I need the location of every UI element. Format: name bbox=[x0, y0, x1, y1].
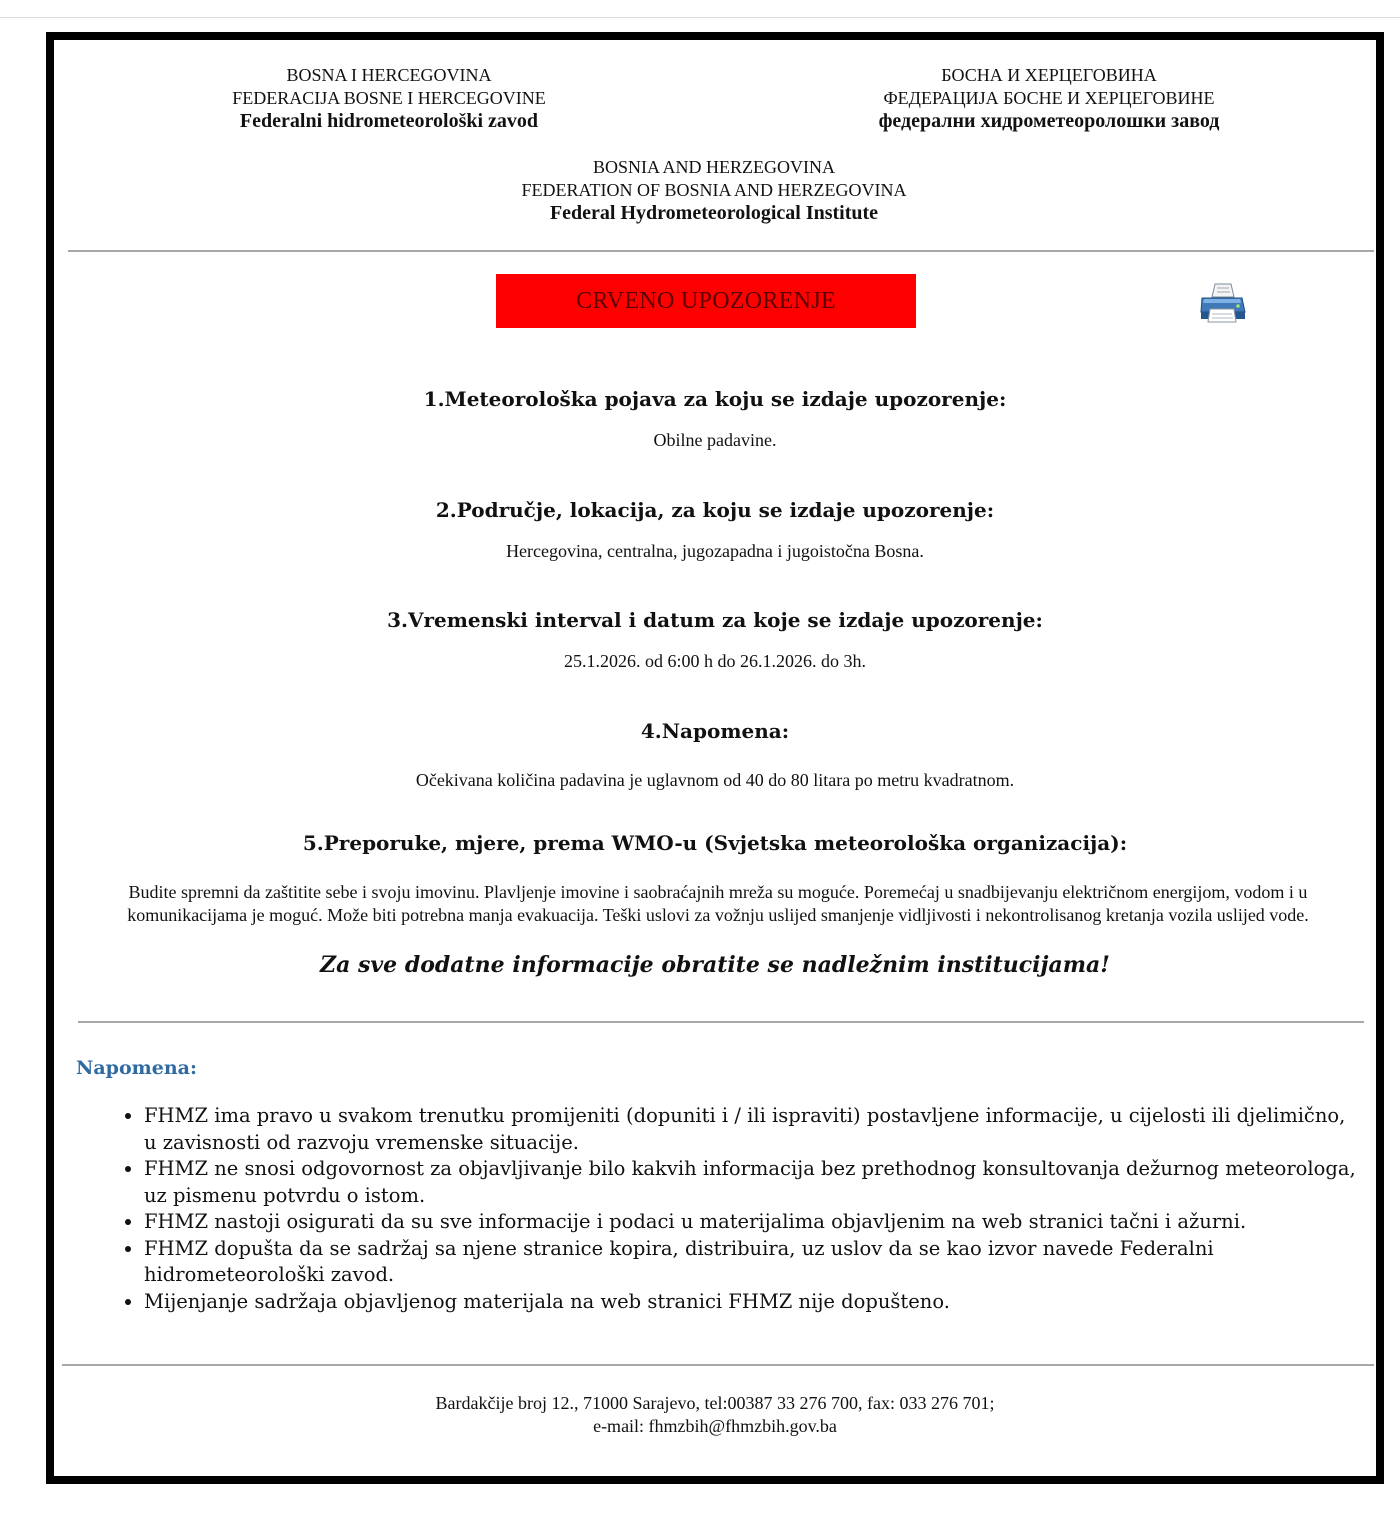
section-1-heading: 1.Meteorološka pojava za koju se izdaje upozorenje: bbox=[423, 387, 1007, 411]
section-3-heading: 3.Vremenski interval i datum za koje se izdaje upozorenje: bbox=[387, 608, 1043, 632]
list-item: • Mijenjanje sadržaja objavljenog materijala na web stranici FHMZ nije dopušteno. bbox=[144, 1289, 1359, 1316]
notes-title: Napomena: bbox=[76, 1057, 197, 1079]
header-divider bbox=[68, 250, 1374, 252]
section-3-text: 25.1.2026. od 6:00 h do 26.1.2026. do 3h. bbox=[563, 651, 866, 671]
header-latin-federation: FEDERACIJA BOSNE I HERCEGOVINE bbox=[232, 88, 546, 108]
header-cyrillic bbox=[794, 64, 1304, 133]
header-cyrillic-federation: ФЕДЕРАЦИЈА БОСНЕ И ХЕРЦЕГОВИНЕ bbox=[883, 88, 1215, 108]
section-5-text: Budite spremni da zaštitite sebe i svoju imovinu. Plavljenje imovine i saobraćajnih mreža su moguće. Poremećaj u snadbijevanju električnom energijom, vodom i u komunikacijama je moguć. Može biti potrebna manja evakuacija. Teški uslovi za vožnju uslijed smanjenje vidljivosti i nekontrolisanog kretanja vozila uslijed vode. bbox=[127, 882, 1309, 925]
warning-document bbox=[46, 32, 1384, 1484]
header-cyrillic-institute: федерални хидрометеоролошки завод bbox=[878, 110, 1220, 132]
footer-divider bbox=[62, 1364, 1374, 1366]
header-latin bbox=[164, 64, 614, 133]
notes-list bbox=[114, 1103, 1359, 1315]
section-4-heading: 4.Napomena: bbox=[640, 719, 790, 743]
section-2-text: Hercegovina, centralna, jugozapadna i jugoistočna Bosna. bbox=[506, 541, 924, 561]
section-1-text: Obilne padavine. bbox=[653, 430, 777, 450]
header-latin-institute: Federalni hidrometeorološki zavod bbox=[239, 110, 539, 132]
page-top-divider bbox=[0, 17, 1400, 18]
list-item: • FHMZ ne snosi odgovornost za objavljivanje bilo kakvih informacija bez prethodnog konsultovanja dežurnog meteorologa, uz pismenu potvrdu o istom. bbox=[144, 1156, 1359, 1209]
red-warning-banner: CRVENO UPOZORENJE bbox=[496, 274, 916, 328]
header-latin-country: BOSNA I HERCEGOVINA bbox=[286, 65, 492, 85]
footer-contact bbox=[54, 1392, 1376, 1438]
list-item: • FHMZ dopušta da se sadržaj sa njene stranice kopira, distribuira, uz uslov da se kao izvor navede Federalni hidrometeorološki zavod. bbox=[144, 1236, 1359, 1289]
header-english-country: BOSNIA AND HERZEGOVINA bbox=[593, 157, 835, 177]
content-divider bbox=[78, 1021, 1364, 1023]
contact-institutions-notice: Za sve dodatne informacije obratite se nadležnim institucijama! bbox=[320, 952, 1110, 978]
footer-address: Bardakčije broj 12., 71000 Sarajevo, tel:00387 33 276 700, fax: 033 276 701; bbox=[435, 1393, 995, 1413]
printer-icon[interactable] bbox=[1198, 282, 1248, 324]
footer-email[interactable]: e-mail: fhmzbih@fhmzbih.gov.ba bbox=[593, 1416, 837, 1436]
list-item: • FHMZ ima pravo u svakom trenutku promijeniti (dopuniti i / ili ispraviti) postavljene informacije, u cijelosti ili djelimično, u zavisnosti od razvoju vremenske situacije. bbox=[144, 1103, 1359, 1156]
header-english bbox=[454, 156, 974, 225]
header-english-federation: FEDERATION OF BOSNIA AND HERZEGOVINA bbox=[521, 180, 907, 200]
section-4-text: Očekivana količina padavina je uglavnom od 40 do 80 litara po metru kvadratnom. bbox=[415, 770, 1015, 790]
section-5-heading: 5.Preporuke, mjere, prema WMO-u (Svjetska meteorološka organizacija): bbox=[302, 831, 1128, 855]
section-2-heading: 2.Područje, lokacija, za koju se izdaje upozorenje: bbox=[435, 498, 995, 522]
list-item: • FHMZ nastoji osigurati da su sve informacije i podaci u materijalima objavljenim na web stranici tačni i ažurni. bbox=[144, 1209, 1359, 1236]
header-english-institute: Federal Hydrometeorological Institute bbox=[549, 202, 879, 224]
header-cyrillic-country: БОСНА И ХЕРЦЕГОВИНА bbox=[941, 65, 1157, 85]
